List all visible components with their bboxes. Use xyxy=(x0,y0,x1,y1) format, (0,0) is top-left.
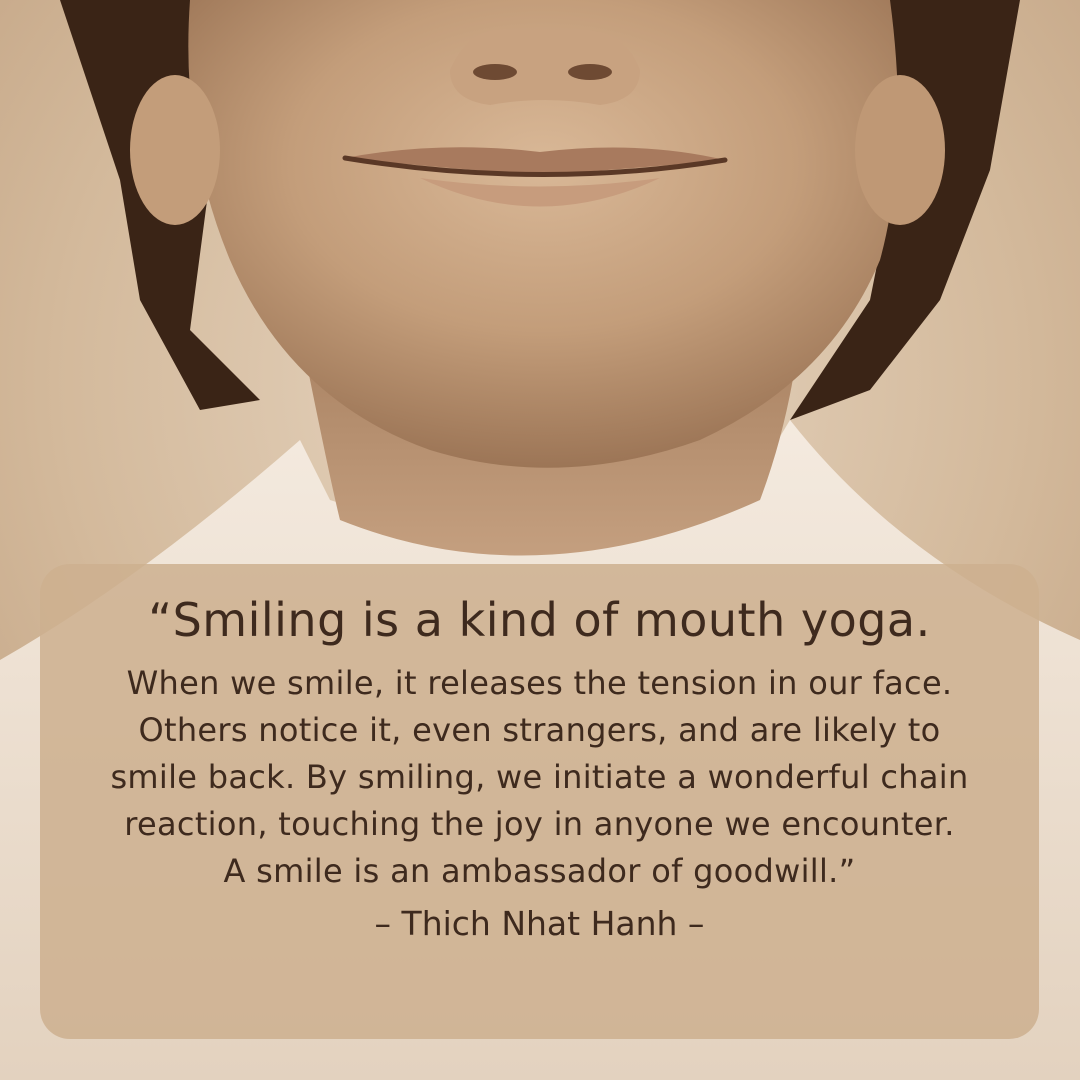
left-ear xyxy=(130,75,220,225)
quote-attribution: – Thich Nhat Hanh – xyxy=(374,904,705,943)
quote-line: Others notice it, even strangers, and are likely to xyxy=(138,711,941,749)
left-nostril xyxy=(473,64,517,80)
quote-line: When we smile, it releases the tension in our face. xyxy=(126,664,953,702)
quote-line: reaction, touching the joy in anyone we encounter. xyxy=(124,805,955,843)
right-nostril xyxy=(568,64,612,80)
quote-body xyxy=(40,660,1039,895)
quote-headline: “Smiling is a kind of mouth yoga. xyxy=(148,593,931,647)
quote-card xyxy=(40,564,1039,1039)
right-ear xyxy=(855,75,945,225)
quote-line: A smile is an ambassador of goodwill.” xyxy=(223,852,856,890)
quote-line: smile back. By smiling, we initiate a wonderful chain xyxy=(110,758,969,796)
